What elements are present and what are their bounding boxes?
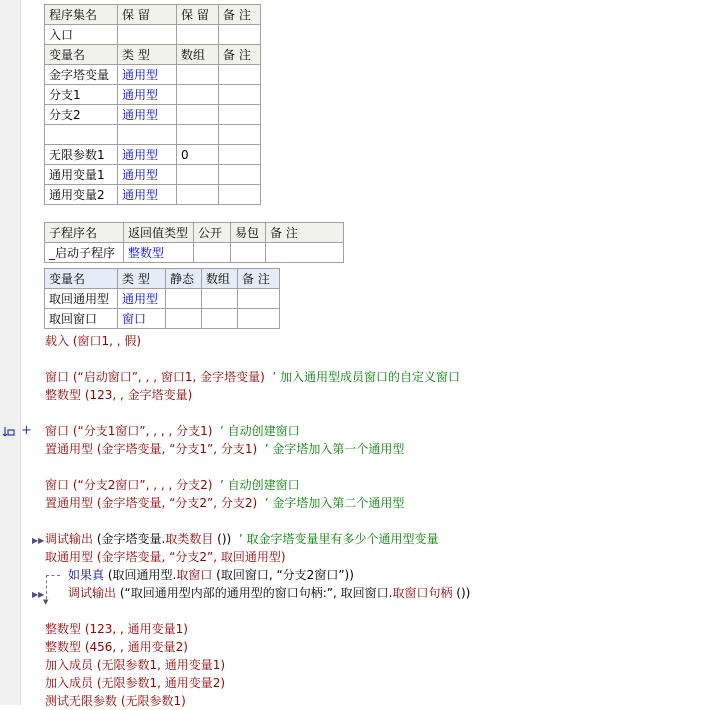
header-cell: 变量名 [45, 45, 118, 65]
var-type-cell[interactable]: 窗口 [118, 309, 166, 329]
code-editor[interactable] [45, 332, 705, 710]
var-type-cell[interactable]: 通用型 [118, 185, 177, 205]
code-comment: ’ 取金字塔变量里有多少个通用型变量 [238, 532, 439, 546]
code-text[interactable]: 整数型 (123, , 通用变量1) [45, 622, 188, 636]
code-text[interactable]: 调试输出 [45, 532, 94, 546]
table-cell[interactable] [219, 65, 261, 85]
code-text[interactable]: 取窗口句柄 [392, 586, 453, 600]
table-cell[interactable] [202, 289, 238, 309]
code-line [45, 584, 705, 602]
var-array-cell[interactable] [177, 65, 219, 85]
table-row [45, 165, 261, 185]
code-line [45, 440, 705, 458]
code-line [45, 656, 705, 674]
code-line [45, 368, 705, 386]
down-arrow-icon: ▼ [43, 598, 49, 606]
editor-gutter [0, 0, 21, 705]
code-text[interactable]: 取通用型 (金字塔变量, “分支2”, 取回通用型) [45, 550, 286, 564]
var-name-cell[interactable]: 通用变量1 [45, 165, 118, 185]
code-text[interactable]: 取窗口 [176, 568, 213, 582]
table-cell[interactable] [219, 25, 261, 45]
var-type-cell[interactable]: 通用型 [118, 289, 166, 309]
code-text[interactable]: 置通用型 (金字塔变量, “分支2”, 分支2) [45, 496, 258, 510]
var-array-cell[interactable] [177, 105, 219, 125]
table-row [45, 105, 261, 125]
code-line [45, 422, 705, 440]
local-var-table [44, 268, 280, 329]
code-text[interactable]: 整数型 (123, , 金字塔变量) [45, 388, 193, 402]
header-cell: 保 留 [118, 5, 177, 25]
var-array-cell[interactable] [177, 125, 219, 145]
table-row [45, 145, 261, 165]
var-array-cell[interactable]: 0 [177, 145, 219, 165]
code-comment: ’ 加入通用型成员窗口的自定义窗口 [272, 370, 461, 384]
code-line [45, 458, 705, 476]
var-name-cell[interactable]: 取回通用型 [45, 289, 118, 309]
header-cell: 数组 [177, 45, 219, 65]
code-text[interactable]: 载入 (窗口1, , 假) [45, 334, 142, 348]
var-name-cell[interactable]: 无限参数1 [45, 145, 118, 165]
code-line [45, 404, 705, 422]
code-text[interactable]: 加入成员 (无限参数1, 通用变量1) [45, 658, 226, 672]
var-type-cell[interactable]: 通用型 [118, 105, 177, 125]
code-text[interactable]: (取回通用型. [104, 568, 177, 582]
header-cell: 保 留 [177, 5, 219, 25]
table-row [45, 309, 280, 329]
header-cell: 类 型 [118, 45, 177, 65]
header-cell: 数组 [202, 269, 238, 289]
header-cell: 静态 [166, 269, 202, 289]
code-line [45, 620, 705, 638]
table-row [45, 289, 280, 309]
code-line [45, 602, 705, 620]
code-line [45, 494, 705, 512]
table-cell[interactable] [219, 85, 261, 105]
expand-plus-icon[interactable]: + [21, 423, 32, 438]
header-cell: 返回值类型 [124, 223, 194, 243]
table-cell[interactable] [238, 309, 280, 329]
code-comment: ’ 金字塔加入第二个通用型 [264, 496, 405, 510]
code-line [45, 350, 705, 368]
table-cell[interactable] [266, 243, 344, 263]
code-comment: ’ 自动创建窗口 [220, 424, 300, 438]
arrow-icon: ▶▶ [32, 590, 45, 599]
code-line [45, 476, 705, 494]
code-text[interactable]: 置通用型 (金字塔变量, “分支1”, 分支1) [45, 442, 258, 456]
code-text[interactable]: (取回窗口, “分支2窗口”)) [212, 568, 354, 582]
code-line [45, 530, 705, 548]
var-type-cell[interactable]: 通用型 [118, 85, 177, 105]
breakpoint-marker-icon[interactable] [2, 425, 16, 442]
code-line [45, 512, 705, 530]
assembly-table [44, 4, 261, 205]
var-type-cell[interactable] [118, 125, 177, 145]
table-cell[interactable] [118, 25, 177, 45]
table-cell[interactable] [194, 243, 231, 263]
table-cell[interactable] [231, 243, 266, 263]
table-cell[interactable] [219, 145, 261, 165]
assembly-name-cell[interactable]: 入口 [45, 25, 118, 45]
table-cell[interactable] [238, 289, 280, 309]
table-cell[interactable] [219, 165, 261, 185]
code-text[interactable]: 窗口 (“分支2窗口”, , , , 分支2) [45, 478, 213, 492]
table-cell[interactable] [219, 105, 261, 125]
code-line [45, 638, 705, 656]
code-line [45, 692, 705, 710]
table-cell[interactable] [219, 185, 261, 205]
code-line [45, 674, 705, 692]
table-cell[interactable] [219, 125, 261, 145]
var-name-cell[interactable] [45, 125, 118, 145]
code-keyword[interactable]: 如果真 [68, 568, 105, 582]
code-comment: ’ 自动创建窗口 [220, 478, 300, 492]
code-text[interactable]: 窗口 (“启动窗口”, , , 窗口1, 金字塔变量) [45, 370, 265, 384]
code-line [45, 386, 705, 404]
var-type-cell[interactable]: 通用型 [118, 65, 177, 85]
code-line [45, 548, 705, 566]
table-row [45, 65, 261, 85]
table-row [45, 185, 261, 205]
var-name-cell[interactable]: 分支1 [45, 85, 118, 105]
var-array-cell[interactable] [177, 185, 219, 205]
code-text[interactable]: ()) [213, 532, 232, 546]
table-row [45, 125, 261, 145]
var-array-cell[interactable] [177, 165, 219, 185]
header-cell: 易包 [231, 223, 266, 243]
subroutine-name-cell[interactable]: _启动子程序 [45, 243, 124, 263]
var-name-cell[interactable]: 通用变量2 [45, 185, 118, 205]
header-cell: 类 型 [118, 269, 166, 289]
header-cell: 备 注 [266, 223, 344, 243]
code-text[interactable]: (“取回通用型内部的通用型的窗口句柄:”, 取回窗口. [116, 586, 393, 600]
code-text[interactable]: 取类数目 [165, 532, 214, 546]
code-line [45, 332, 705, 350]
header-cell: 程序集名 [45, 5, 118, 25]
var-name-cell[interactable]: 分支2 [45, 105, 118, 125]
var-type-cell[interactable]: 通用型 [118, 145, 177, 165]
table-row [45, 85, 261, 105]
header-cell: 变量名 [45, 269, 118, 289]
var-array-cell[interactable] [177, 85, 219, 105]
table-cell[interactable] [202, 309, 238, 329]
code-comment: ’ 金字塔加入第一个通用型 [264, 442, 405, 456]
var-type-cell[interactable]: 通用型 [118, 165, 177, 185]
subroutine-table [44, 222, 344, 263]
table-cell[interactable] [166, 289, 202, 309]
table-cell[interactable] [166, 309, 202, 329]
return-type-cell[interactable]: 整数型 [124, 243, 194, 263]
header-cell: 备 注 [238, 269, 280, 289]
code-text[interactable]: (金字塔变量. [93, 532, 166, 546]
table-row [45, 243, 344, 263]
code-text[interactable]: 整数型 (456, , 通用变量2) [45, 640, 188, 654]
code-text[interactable]: 调试输出 [68, 586, 117, 600]
arrow-icon: ▶▶ [32, 536, 45, 545]
var-name-cell[interactable]: 金字塔变量 [45, 65, 118, 85]
code-text[interactable]: 加入成员 (无限参数1, 通用变量2) [45, 676, 226, 690]
code-text[interactable]: 测试无限参数 (无限参数1) [45, 694, 186, 708]
code-line [45, 566, 705, 584]
header-cell: 备 注 [219, 45, 261, 65]
code-text[interactable]: ()) [452, 586, 471, 600]
header-cell: 备 注 [219, 5, 261, 25]
code-text[interactable]: 窗口 (“分支1窗口”, , , , 分支1) [45, 424, 213, 438]
header-cell: 子程序名 [45, 223, 124, 243]
var-name-cell[interactable]: 取回窗口 [45, 309, 118, 329]
table-cell[interactable] [177, 25, 219, 45]
header-cell: 公开 [194, 223, 231, 243]
